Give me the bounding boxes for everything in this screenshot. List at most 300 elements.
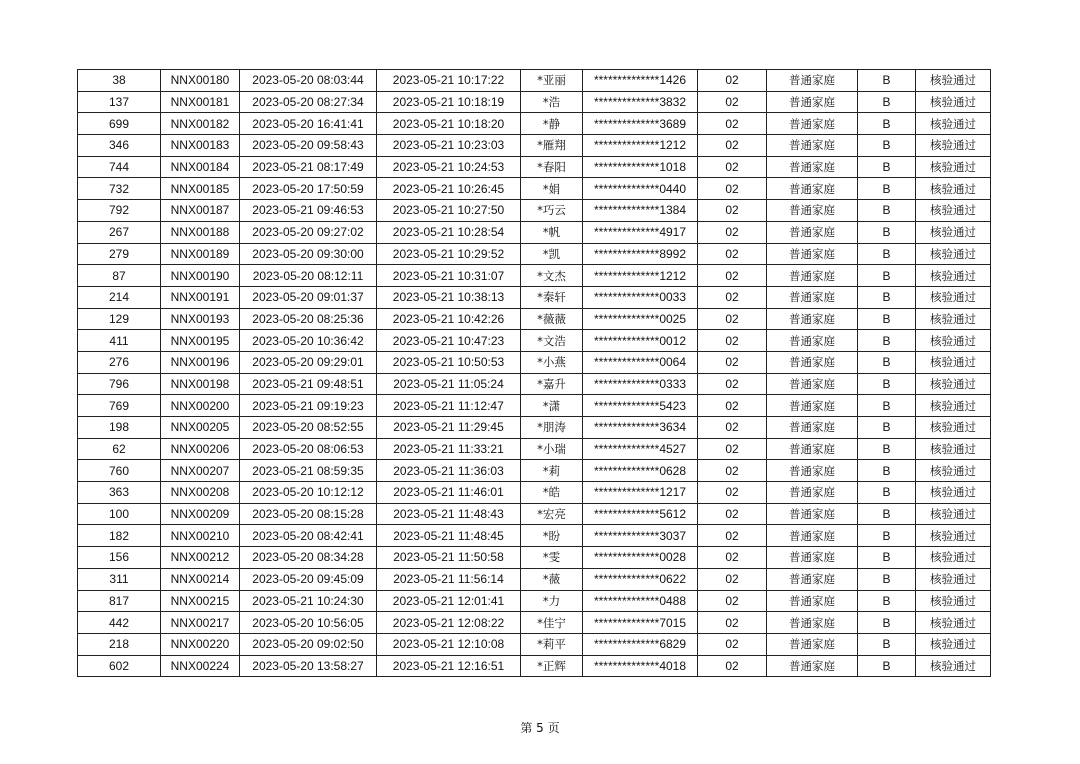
grade-cell: B <box>858 655 916 677</box>
seq-cell: 744 <box>78 156 161 178</box>
code-cell: NNX00224 <box>161 655 240 677</box>
category-code-cell: 02 <box>698 590 767 612</box>
apply-time-cell: 2023-05-20 16:41:41 <box>240 113 377 135</box>
grade-cell: B <box>858 612 916 634</box>
id-number-cell: **************1212 <box>583 265 698 287</box>
seq-cell: 442 <box>78 612 161 634</box>
category-code-cell: 02 <box>698 113 767 135</box>
seq-cell: 602 <box>78 655 161 677</box>
grade-cell: B <box>858 395 916 417</box>
grade-cell: B <box>858 308 916 330</box>
roster-body <box>78 70 991 677</box>
apply-time-cell: 2023-05-20 09:01:37 <box>240 286 377 308</box>
name-cell: *亚丽 <box>521 70 583 92</box>
family-type-cell: 普通家庭 <box>767 113 858 135</box>
grade-cell: B <box>858 438 916 460</box>
verify-time-cell: 2023-05-21 12:16:51 <box>377 655 521 677</box>
id-number-cell: **************0064 <box>583 351 698 373</box>
verify-time-cell: 2023-05-21 11:48:45 <box>377 525 521 547</box>
grade-cell: B <box>858 70 916 92</box>
verify-time-cell: 2023-05-21 12:10:08 <box>377 633 521 655</box>
apply-time-cell: 2023-05-20 10:12:12 <box>240 482 377 504</box>
family-type-cell: 普通家庭 <box>767 590 858 612</box>
apply-time-cell: 2023-05-20 09:30:00 <box>240 243 377 265</box>
table-row <box>78 590 991 612</box>
status-cell: 核验通过 <box>916 156 991 178</box>
apply-time-cell: 2023-05-21 08:59:35 <box>240 460 377 482</box>
grade-cell: B <box>858 633 916 655</box>
code-cell: NNX00187 <box>161 200 240 222</box>
status-cell: 核验通过 <box>916 547 991 569</box>
category-code-cell: 02 <box>698 330 767 352</box>
verify-time-cell: 2023-05-21 10:28:54 <box>377 221 521 243</box>
status-cell: 核验通过 <box>916 265 991 287</box>
category-code-cell: 02 <box>698 438 767 460</box>
status-cell: 核验通过 <box>916 113 991 135</box>
table-row <box>78 221 991 243</box>
table-row <box>78 438 991 460</box>
name-cell: *文杰 <box>521 265 583 287</box>
code-cell: NNX00193 <box>161 308 240 330</box>
id-number-cell: **************0628 <box>583 460 698 482</box>
seq-cell: 182 <box>78 525 161 547</box>
family-type-cell: 普通家庭 <box>767 568 858 590</box>
table-row <box>78 113 991 135</box>
status-cell: 核验通过 <box>916 568 991 590</box>
apply-time-cell: 2023-05-21 09:46:53 <box>240 200 377 222</box>
code-cell: NNX00198 <box>161 373 240 395</box>
family-type-cell: 普通家庭 <box>767 330 858 352</box>
table-row <box>78 395 991 417</box>
verify-time-cell: 2023-05-21 11:56:14 <box>377 568 521 590</box>
verify-time-cell: 2023-05-21 11:50:58 <box>377 547 521 569</box>
table-row <box>78 265 991 287</box>
name-cell: *盼 <box>521 525 583 547</box>
id-number-cell: **************4018 <box>583 655 698 677</box>
verify-time-cell: 2023-05-21 10:18:20 <box>377 113 521 135</box>
verify-time-cell: 2023-05-21 10:29:52 <box>377 243 521 265</box>
roster-table <box>77 69 991 677</box>
verify-time-cell: 2023-05-21 11:05:24 <box>377 373 521 395</box>
category-code-cell: 02 <box>698 525 767 547</box>
category-code-cell: 02 <box>698 265 767 287</box>
name-cell: *娟 <box>521 178 583 200</box>
name-cell: *秦轩 <box>521 286 583 308</box>
grade-cell: B <box>858 156 916 178</box>
family-type-cell: 普通家庭 <box>767 286 858 308</box>
grade-cell: B <box>858 178 916 200</box>
status-cell: 核验通过 <box>916 91 991 113</box>
apply-time-cell: 2023-05-20 08:15:28 <box>240 503 377 525</box>
seq-cell: 214 <box>78 286 161 308</box>
status-cell: 核验通过 <box>916 373 991 395</box>
verify-time-cell: 2023-05-21 10:26:45 <box>377 178 521 200</box>
id-number-cell: **************0440 <box>583 178 698 200</box>
apply-time-cell: 2023-05-20 17:50:59 <box>240 178 377 200</box>
verify-time-cell: 2023-05-21 10:50:53 <box>377 351 521 373</box>
family-type-cell: 普通家庭 <box>767 156 858 178</box>
table-row <box>78 91 991 113</box>
seq-cell: 792 <box>78 200 161 222</box>
status-cell: 核验通过 <box>916 243 991 265</box>
table-row <box>78 351 991 373</box>
table-row <box>78 373 991 395</box>
id-number-cell: **************3832 <box>583 91 698 113</box>
category-code-cell: 02 <box>698 351 767 373</box>
verify-time-cell: 2023-05-21 10:23:03 <box>377 135 521 157</box>
grade-cell: B <box>858 568 916 590</box>
code-cell: NNX00184 <box>161 156 240 178</box>
grade-cell: B <box>858 243 916 265</box>
name-cell: *正辉 <box>521 655 583 677</box>
status-cell: 核验通过 <box>916 590 991 612</box>
table-row <box>78 178 991 200</box>
family-type-cell: 普通家庭 <box>767 200 858 222</box>
verify-time-cell: 2023-05-21 10:42:26 <box>377 308 521 330</box>
id-number-cell: **************8992 <box>583 243 698 265</box>
status-cell: 核验通过 <box>916 200 991 222</box>
grade-cell: B <box>858 373 916 395</box>
name-cell: *帆 <box>521 221 583 243</box>
code-cell: NNX00188 <box>161 221 240 243</box>
family-type-cell: 普通家庭 <box>767 308 858 330</box>
category-code-cell: 02 <box>698 200 767 222</box>
category-code-cell: 02 <box>698 156 767 178</box>
table-row <box>78 612 991 634</box>
table-row <box>78 655 991 677</box>
status-cell: 核验通过 <box>916 351 991 373</box>
verify-time-cell: 2023-05-21 10:38:13 <box>377 286 521 308</box>
id-number-cell: **************4917 <box>583 221 698 243</box>
id-number-cell: **************3037 <box>583 525 698 547</box>
verify-time-cell: 2023-05-21 10:31:07 <box>377 265 521 287</box>
apply-time-cell: 2023-05-20 10:36:42 <box>240 330 377 352</box>
family-type-cell: 普通家庭 <box>767 460 858 482</box>
apply-time-cell: 2023-05-20 08:27:34 <box>240 91 377 113</box>
seq-cell: 817 <box>78 590 161 612</box>
table-row <box>78 156 991 178</box>
family-type-cell: 普通家庭 <box>767 395 858 417</box>
id-number-cell: **************1426 <box>583 70 698 92</box>
name-cell: *雯 <box>521 547 583 569</box>
code-cell: NNX00180 <box>161 70 240 92</box>
status-cell: 核验通过 <box>916 417 991 439</box>
category-code-cell: 02 <box>698 417 767 439</box>
grade-cell: B <box>858 503 916 525</box>
seq-cell: 129 <box>78 308 161 330</box>
seq-cell: 796 <box>78 373 161 395</box>
status-cell: 核验通过 <box>916 70 991 92</box>
category-code-cell: 02 <box>698 547 767 569</box>
apply-time-cell: 2023-05-20 09:58:43 <box>240 135 377 157</box>
name-cell: *潇 <box>521 395 583 417</box>
table-row <box>78 308 991 330</box>
family-type-cell: 普通家庭 <box>767 373 858 395</box>
family-type-cell: 普通家庭 <box>767 633 858 655</box>
grade-cell: B <box>858 135 916 157</box>
name-cell: *雁翔 <box>521 135 583 157</box>
apply-time-cell: 2023-05-20 08:52:55 <box>240 417 377 439</box>
name-cell: *力 <box>521 590 583 612</box>
id-number-cell: **************0028 <box>583 547 698 569</box>
id-number-cell: **************1018 <box>583 156 698 178</box>
category-code-cell: 02 <box>698 460 767 482</box>
seq-cell: 198 <box>78 417 161 439</box>
verify-time-cell: 2023-05-21 11:46:01 <box>377 482 521 504</box>
verify-time-cell: 2023-05-21 11:48:43 <box>377 503 521 525</box>
code-cell: NNX00181 <box>161 91 240 113</box>
id-number-cell: **************6829 <box>583 633 698 655</box>
apply-time-cell: 2023-05-21 10:24:30 <box>240 590 377 612</box>
apply-time-cell: 2023-05-20 09:45:09 <box>240 568 377 590</box>
seq-cell: 411 <box>78 330 161 352</box>
code-cell: NNX00183 <box>161 135 240 157</box>
status-cell: 核验通过 <box>916 633 991 655</box>
verify-time-cell: 2023-05-21 11:36:03 <box>377 460 521 482</box>
seq-cell: 267 <box>78 221 161 243</box>
grade-cell: B <box>858 417 916 439</box>
name-cell: *朋涛 <box>521 417 583 439</box>
apply-time-cell: 2023-05-20 08:25:36 <box>240 308 377 330</box>
grade-cell: B <box>858 113 916 135</box>
seq-cell: 311 <box>78 568 161 590</box>
id-number-cell: **************1217 <box>583 482 698 504</box>
id-number-cell: **************0033 <box>583 286 698 308</box>
id-number-cell: **************5423 <box>583 395 698 417</box>
page-number: 第 5 页 <box>520 721 560 735</box>
family-type-cell: 普通家庭 <box>767 91 858 113</box>
seq-cell: 38 <box>78 70 161 92</box>
status-cell: 核验通过 <box>916 460 991 482</box>
code-cell: NNX00210 <box>161 525 240 547</box>
table-row <box>78 503 991 525</box>
name-cell: *佳宁 <box>521 612 583 634</box>
name-cell: *小燕 <box>521 351 583 373</box>
seq-cell: 699 <box>78 113 161 135</box>
family-type-cell: 普通家庭 <box>767 135 858 157</box>
id-number-cell: **************1384 <box>583 200 698 222</box>
id-number-cell: **************1212 <box>583 135 698 157</box>
name-cell: *小瑞 <box>521 438 583 460</box>
verify-time-cell: 2023-05-21 12:01:41 <box>377 590 521 612</box>
family-type-cell: 普通家庭 <box>767 70 858 92</box>
table-row <box>78 633 991 655</box>
code-cell: NNX00205 <box>161 417 240 439</box>
grade-cell: B <box>858 351 916 373</box>
code-cell: NNX00185 <box>161 178 240 200</box>
document-sheet <box>77 69 991 677</box>
category-code-cell: 02 <box>698 373 767 395</box>
seq-cell: 87 <box>78 265 161 287</box>
family-type-cell: 普通家庭 <box>767 417 858 439</box>
apply-time-cell: 2023-05-20 09:29:01 <box>240 351 377 373</box>
category-code-cell: 02 <box>698 70 767 92</box>
code-cell: NNX00207 <box>161 460 240 482</box>
code-cell: NNX00212 <box>161 547 240 569</box>
category-code-cell: 02 <box>698 633 767 655</box>
family-type-cell: 普通家庭 <box>767 612 858 634</box>
table-row <box>78 330 991 352</box>
code-cell: NNX00209 <box>161 503 240 525</box>
name-cell: *凯 <box>521 243 583 265</box>
name-cell: *春阳 <box>521 156 583 178</box>
code-cell: NNX00189 <box>161 243 240 265</box>
seq-cell: 760 <box>78 460 161 482</box>
verify-time-cell: 2023-05-21 11:12:47 <box>377 395 521 417</box>
seq-cell: 156 <box>78 547 161 569</box>
category-code-cell: 02 <box>698 308 767 330</box>
name-cell: *浩 <box>521 91 583 113</box>
verify-time-cell: 2023-05-21 10:17:22 <box>377 70 521 92</box>
name-cell: *静 <box>521 113 583 135</box>
grade-cell: B <box>858 460 916 482</box>
table-row <box>78 243 991 265</box>
code-cell: NNX00182 <box>161 113 240 135</box>
status-cell: 核验通过 <box>916 178 991 200</box>
name-cell: *文浩 <box>521 330 583 352</box>
apply-time-cell: 2023-05-20 09:27:02 <box>240 221 377 243</box>
table-row <box>78 417 991 439</box>
code-cell: NNX00195 <box>161 330 240 352</box>
status-cell: 核验通过 <box>916 525 991 547</box>
table-row <box>78 200 991 222</box>
grade-cell: B <box>858 590 916 612</box>
id-number-cell: **************5612 <box>583 503 698 525</box>
verify-time-cell: 2023-05-21 10:47:23 <box>377 330 521 352</box>
status-cell: 核验通过 <box>916 395 991 417</box>
code-cell: NNX00191 <box>161 286 240 308</box>
code-cell: NNX00215 <box>161 590 240 612</box>
grade-cell: B <box>858 547 916 569</box>
name-cell: *薇薇 <box>521 308 583 330</box>
category-code-cell: 02 <box>698 286 767 308</box>
grade-cell: B <box>858 200 916 222</box>
seq-cell: 218 <box>78 633 161 655</box>
code-cell: NNX00206 <box>161 438 240 460</box>
code-cell: NNX00196 <box>161 351 240 373</box>
table-row <box>78 286 991 308</box>
apply-time-cell: 2023-05-21 09:48:51 <box>240 373 377 395</box>
id-number-cell: **************3634 <box>583 417 698 439</box>
code-cell: NNX00200 <box>161 395 240 417</box>
apply-time-cell: 2023-05-20 08:03:44 <box>240 70 377 92</box>
category-code-cell: 02 <box>698 243 767 265</box>
status-cell: 核验通过 <box>916 135 991 157</box>
category-code-cell: 02 <box>698 503 767 525</box>
name-cell: *嘉升 <box>521 373 583 395</box>
grade-cell: B <box>858 221 916 243</box>
verify-time-cell: 2023-05-21 10:24:53 <box>377 156 521 178</box>
verify-time-cell: 2023-05-21 10:18:19 <box>377 91 521 113</box>
apply-time-cell: 2023-05-20 09:02:50 <box>240 633 377 655</box>
name-cell: *巧云 <box>521 200 583 222</box>
category-code-cell: 02 <box>698 482 767 504</box>
status-cell: 核验通过 <box>916 482 991 504</box>
id-number-cell: **************0333 <box>583 373 698 395</box>
family-type-cell: 普通家庭 <box>767 525 858 547</box>
status-cell: 核验通过 <box>916 503 991 525</box>
seq-cell: 732 <box>78 178 161 200</box>
category-code-cell: 02 <box>698 91 767 113</box>
name-cell: *莉 <box>521 460 583 482</box>
seq-cell: 279 <box>78 243 161 265</box>
code-cell: NNX00190 <box>161 265 240 287</box>
code-cell: NNX00220 <box>161 633 240 655</box>
table-row <box>78 525 991 547</box>
seq-cell: 62 <box>78 438 161 460</box>
status-cell: 核验通过 <box>916 308 991 330</box>
table-row <box>78 70 991 92</box>
family-type-cell: 普通家庭 <box>767 243 858 265</box>
id-number-cell: **************7015 <box>583 612 698 634</box>
family-type-cell: 普通家庭 <box>767 265 858 287</box>
category-code-cell: 02 <box>698 135 767 157</box>
grade-cell: B <box>858 482 916 504</box>
seq-cell: 363 <box>78 482 161 504</box>
status-cell: 核验通过 <box>916 286 991 308</box>
grade-cell: B <box>858 525 916 547</box>
family-type-cell: 普通家庭 <box>767 655 858 677</box>
apply-time-cell: 2023-05-20 10:56:05 <box>240 612 377 634</box>
table-row <box>78 482 991 504</box>
apply-time-cell: 2023-05-20 08:12:11 <box>240 265 377 287</box>
verify-time-cell: 2023-05-21 12:08:22 <box>377 612 521 634</box>
name-cell: *薇 <box>521 568 583 590</box>
table-row <box>78 460 991 482</box>
status-cell: 核验通过 <box>916 612 991 634</box>
family-type-cell: 普通家庭 <box>767 438 858 460</box>
grade-cell: B <box>858 330 916 352</box>
id-number-cell: **************0012 <box>583 330 698 352</box>
family-type-cell: 普通家庭 <box>767 503 858 525</box>
code-cell: NNX00214 <box>161 568 240 590</box>
id-number-cell: **************0488 <box>583 590 698 612</box>
category-code-cell: 02 <box>698 568 767 590</box>
id-number-cell: **************0622 <box>583 568 698 590</box>
status-cell: 核验通过 <box>916 221 991 243</box>
seq-cell: 769 <box>78 395 161 417</box>
status-cell: 核验通过 <box>916 330 991 352</box>
code-cell: NNX00217 <box>161 612 240 634</box>
family-type-cell: 普通家庭 <box>767 178 858 200</box>
id-number-cell: **************0025 <box>583 308 698 330</box>
name-cell: *莉平 <box>521 633 583 655</box>
category-code-cell: 02 <box>698 612 767 634</box>
table-row <box>78 135 991 157</box>
table-row <box>78 547 991 569</box>
apply-time-cell: 2023-05-20 08:06:53 <box>240 438 377 460</box>
verify-time-cell: 2023-05-21 10:27:50 <box>377 200 521 222</box>
family-type-cell: 普通家庭 <box>767 221 858 243</box>
family-type-cell: 普通家庭 <box>767 351 858 373</box>
grade-cell: B <box>858 91 916 113</box>
category-code-cell: 02 <box>698 395 767 417</box>
seq-cell: 100 <box>78 503 161 525</box>
code-cell: NNX00208 <box>161 482 240 504</box>
seq-cell: 276 <box>78 351 161 373</box>
verify-time-cell: 2023-05-21 11:29:45 <box>377 417 521 439</box>
family-type-cell: 普通家庭 <box>767 482 858 504</box>
verify-time-cell: 2023-05-21 11:33:21 <box>377 438 521 460</box>
category-code-cell: 02 <box>698 655 767 677</box>
grade-cell: B <box>858 265 916 287</box>
status-cell: 核验通过 <box>916 655 991 677</box>
seq-cell: 346 <box>78 135 161 157</box>
id-number-cell: **************3689 <box>583 113 698 135</box>
table-row <box>78 568 991 590</box>
apply-time-cell: 2023-05-21 08:17:49 <box>240 156 377 178</box>
family-type-cell: 普通家庭 <box>767 547 858 569</box>
